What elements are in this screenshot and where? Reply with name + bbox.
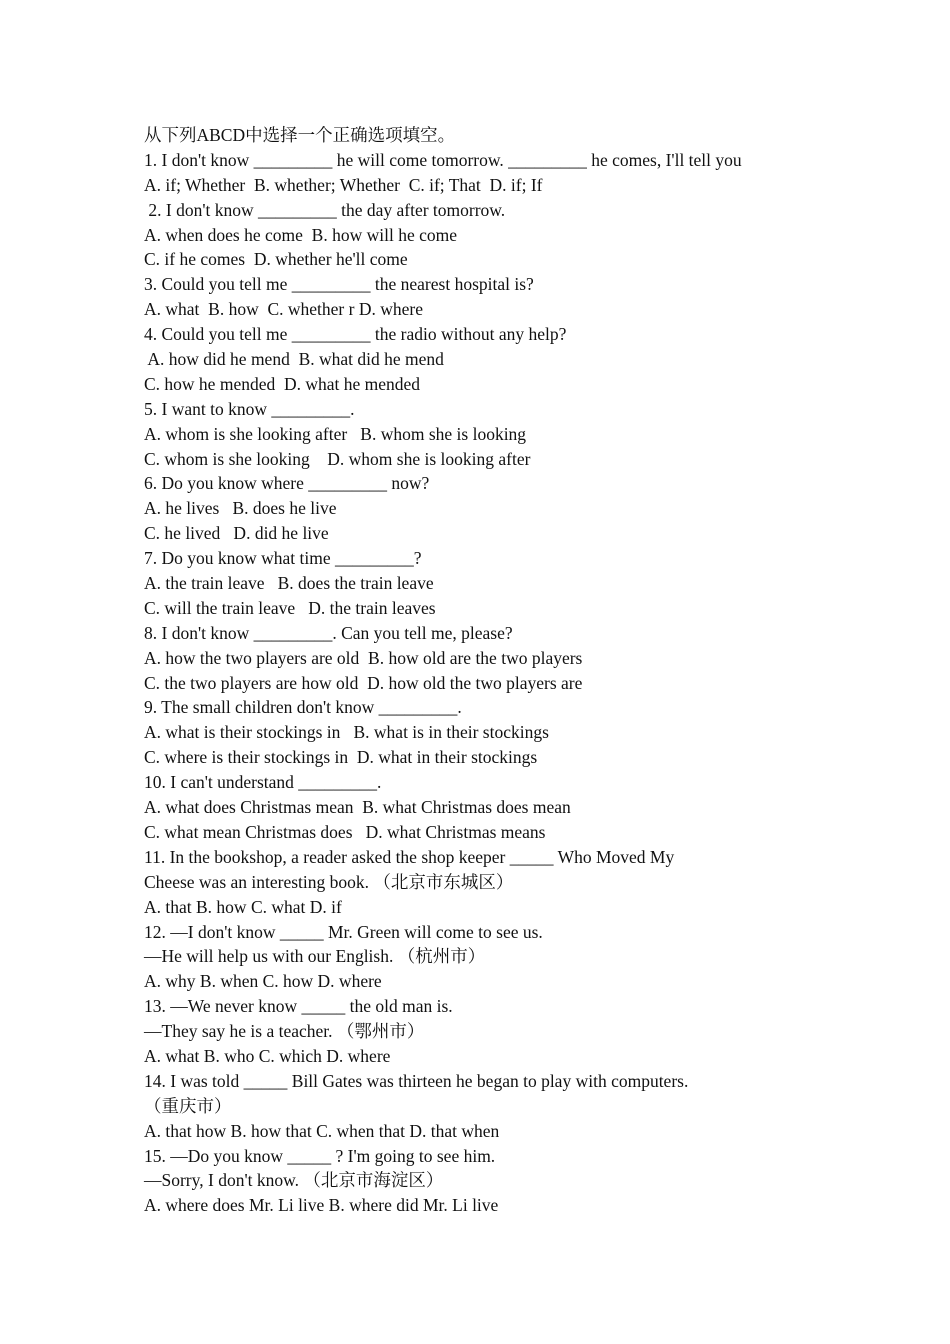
text-line: A. that B. how C. what D. if [144, 896, 342, 917]
text-line: 2. I don't know _________ the day after tomorrow. [144, 199, 506, 220]
text-line: C. if he comes D. whether he'll come [144, 249, 408, 270]
text-line: 14. I was told _____ Bill Gates was thirteen he began to play with computers. [144, 1070, 689, 1091]
text-line: A. if; Whether B. whether; Whether C. if; That D. if; If [144, 174, 543, 195]
text-line: 12. —I don't know _____ Mr. Green will come to see us. [144, 921, 543, 942]
text-line: A. how did he mend B. what did he mend [144, 349, 444, 370]
text-line: A. where does Mr. Li live B. where did Mr. Li live [144, 1195, 499, 1216]
text-line: A. what is their stockings in B. what is in their stockings [144, 722, 549, 743]
text-line: 7. Do you know what time _________? [144, 548, 422, 569]
text-line: 10. I can't understand _________. [144, 772, 382, 793]
text-line: Cheese was an interesting book. （北京市东城区） [144, 871, 514, 892]
text-line: A. that how B. how that C. when that D. that when [144, 1120, 500, 1141]
text-line: C. what mean Christmas does D. what Christmas means [144, 821, 546, 842]
text-line: 6. Do you know where _________ now? [144, 473, 430, 494]
text-line: 5. I want to know _________. [144, 398, 355, 419]
text-line: C. whom is she looking D. whom she is looking after [144, 448, 531, 469]
text-line: C. where is their stockings in D. what in their stockings [144, 747, 538, 768]
text-line: A. how the two players are old B. how old are the two players [144, 647, 583, 668]
text-line: A. he lives B. does he live [144, 498, 337, 519]
text-line: 11. In the bookshop, a reader asked the shop keeper _____ Who Moved My [144, 846, 675, 867]
text-line: 8. I don't know _________. Can you tell me, please? [144, 622, 513, 643]
text-line: 13. —We never know _____ the old man is. [144, 996, 453, 1017]
text-line: 9. The small children don't know _________. [144, 697, 462, 718]
text-line: A. why B. when C. how D. where [144, 971, 382, 992]
text-line: A. when does he come B. how will he come [144, 224, 457, 245]
document-page [144, 123, 844, 1218]
text-line: A. what does Christmas mean B. what Christmas does mean [144, 797, 571, 818]
text-line: —They say he is a teacher. （鄂州市） [144, 1021, 425, 1042]
text-line: 1. I don't know _________ he will come tomorrow. _________ he comes, I'll tell you [144, 149, 742, 170]
text-line: A. whom is she looking after B. whom she is looking [144, 423, 527, 444]
text-line: C. how he mended D. what he mended [144, 373, 421, 394]
text-line: A. what B. how C. whether r D. where [144, 299, 423, 320]
text-line: C. the two players are how old D. how old the two players are [144, 672, 583, 693]
text-line: 4. Could you tell me _________ the radio without any help? [144, 324, 567, 345]
instruction-heading: 从下列ABCD中选择一个正确选项填空。 [144, 125, 456, 145]
text-line: 3. Could you tell me _________ the nearest hospital is? [144, 274, 534, 295]
text-line: A. the train leave B. does the train leave [144, 573, 434, 594]
text-line: C. he lived D. did he live [144, 523, 329, 544]
text-line: —He will help us with our English. （杭州市） [144, 946, 486, 967]
text-line: 15. —Do you know _____ ? I'm going to see him. [144, 1145, 496, 1166]
text-line: （重庆市） [144, 1095, 232, 1116]
text-line: C. will the train leave D. the train leaves [144, 597, 436, 618]
text-line: A. what B. who C. which D. where [144, 1045, 391, 1066]
text-line: —Sorry, I don't know. （北京市海淀区） [144, 1170, 444, 1191]
